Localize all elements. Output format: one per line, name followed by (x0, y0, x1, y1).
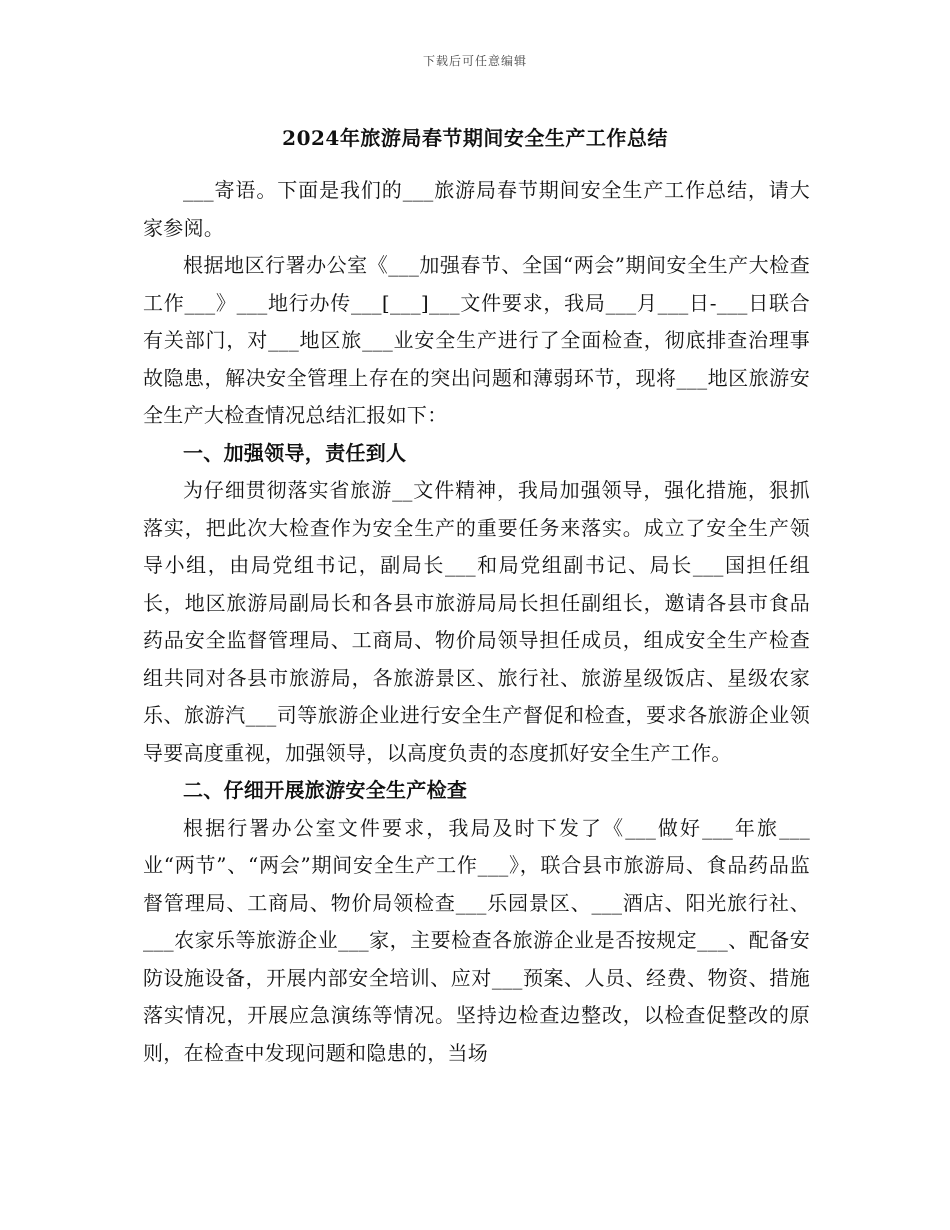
document-body (143, 172, 810, 1072)
section-2-heading: 二、仔细开展旅游安全生产检查 (183, 778, 468, 802)
header-note: 下载后可任意编辑 (422, 54, 527, 68)
paragraph-background: 根据地区行署办公室《___加强春节、全国“两会”期间安全生产大检查工作___》___地行办传___[___]___文件要求，我局___月___日-___日联合有关部门，对___地区旅___业安全生产进行了全面检查，彻底排查治理事故隐患，解决安全管理上存在的突出问题和薄弱环节，现将___地区旅游安全生产大检查情况总结汇报如下： (143, 253, 810, 427)
document-title: 2024年旅游局春节期间安全生产工作总结 (282, 126, 668, 150)
section-2-body: 根据行署办公室文件要求，我局及时下发了《___做好___年旅___业“两节”、“两会”期间安全生产工作___》，联合县市旅游局、食品药品监督管理局、工商局、物价局领检查___乐园景区、___酒店、阳光旅行社、___农家乐等旅游企业___家，主要检查各旅游企业是否按规定___、配备安防设施设备，开展内部安全培训、应对___预案、人员、经费、物资、措施落实情况，开展应急演练等情况。坚持边检查边整改，以检查促整改的原则，在检查中发现问题和隐患的，当场 (143, 815, 810, 1065)
paragraph-intro: ___寄语。下面是我们的___旅游局春节期间安全生产工作总结，请大家参阅。 (143, 178, 810, 240)
section-1-heading: 一、加强领导，责任到人 (183, 440, 407, 465)
section-1-body: 为仔细贯彻落实省旅游__文件精神，我局加强领导，强化措施，狠抓落实，把此次大检查作为安全生产的重要任务来落实。成立了安全生产领导小组，由局党组书记，副局长___和局党组副书记、局长___国担任组长，地区旅游局副局长和各县市旅游局局长担任副组长，邀请各县市食品药品安全监督管理局、工商局、物价局领导担任成员，组成安全生产检查组共同对各县市旅游局，各旅游景区、旅行社、旅游星级饭店、星级农家乐、旅游汽___司等旅游企业进行安全生产督促和检查，要求各旅游企业领导要高度重视，加强领导，以高度负责的态度抓好安全生产工作。 (143, 478, 810, 765)
